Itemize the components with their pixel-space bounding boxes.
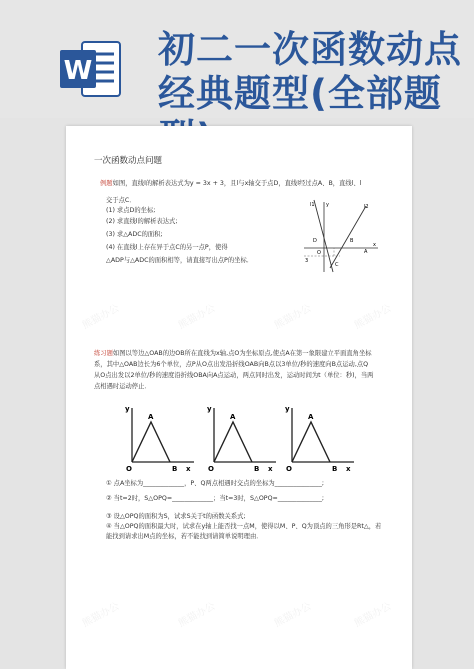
graph2-b-label: B bbox=[254, 465, 260, 473]
fig1-y-label: y bbox=[326, 202, 329, 208]
question-4: ④ 当△OPQ的面积最大时，试求在y轴上能否找一点M，使得以M、P、Q为顶点的三角形是Rt△，若 bbox=[106, 523, 382, 530]
example-q3: (3) 求△ADC的面积; bbox=[106, 231, 163, 238]
fig1-l1-label: l1 bbox=[310, 202, 315, 208]
graph2-x-label: x bbox=[268, 465, 273, 473]
example-figure bbox=[300, 198, 380, 274]
watermark-1: 熊猫办公 bbox=[80, 303, 122, 332]
example-q2: (2) 求直线l的解析表达式; bbox=[106, 218, 178, 225]
banner bbox=[0, 0, 474, 118]
word-icon-letter: W bbox=[63, 56, 93, 86]
question-3: ③ 设△OPQ的面积为S，试求S关于t的函数关系式; bbox=[106, 513, 246, 520]
exercise-label: 练习题 bbox=[94, 350, 113, 357]
doc-heading: 一次函数动点问题 bbox=[94, 156, 163, 166]
watermark-4: 熊猫办公 bbox=[352, 303, 394, 332]
exercise-line1 bbox=[94, 350, 372, 359]
triangle-graph-3 bbox=[282, 402, 360, 474]
watermark-3: 熊猫办公 bbox=[272, 303, 314, 332]
watermark-7: 熊猫办公 bbox=[272, 601, 314, 630]
triangle-graph-1 bbox=[122, 402, 200, 474]
triangle-graph-2 bbox=[204, 402, 282, 474]
fig1-c-label: C bbox=[335, 262, 339, 268]
page-title-line2: 经典题型(全部题 bbox=[158, 72, 442, 115]
fig1-b-label: B bbox=[350, 238, 354, 244]
graph3-x-label: x bbox=[346, 465, 351, 473]
graph2-y-label: y bbox=[207, 405, 212, 413]
watermark-2: 熊猫办公 bbox=[176, 303, 218, 332]
fig1-d-label: D bbox=[313, 238, 317, 244]
exercise-line4: 点相遇时运动停止． bbox=[94, 383, 151, 390]
example-q4: (4) 在直线l上存在异于点C的另一点P，使得 bbox=[106, 244, 228, 251]
exercise-line3: 从O点出发以2单位/秒的速度沿折线OBA向A点运动，两点同时出发，运动时间为t（单位：秒)，当两 bbox=[94, 372, 374, 379]
fig1-a-label: A bbox=[364, 249, 368, 255]
graph1-b-label: B bbox=[172, 465, 178, 473]
watermark-5: 熊猫办公 bbox=[80, 601, 122, 630]
example-q1: (1) 求点D的坐标; bbox=[106, 207, 156, 214]
word-document-icon bbox=[60, 36, 122, 102]
page-title-line1: 初二一次函数动点 bbox=[158, 28, 462, 71]
fig1-three-label: 3 bbox=[305, 258, 309, 264]
graph1-x-label: x bbox=[186, 465, 191, 473]
graph3-b-label: B bbox=[332, 465, 338, 473]
graph3-a-label: A bbox=[308, 413, 314, 421]
graph3-o-label: O bbox=[286, 465, 292, 473]
exercise-text1: 如图以等边△OAB的边OB所在直线为x轴,点O为坐标原点,使点A在第一象限建立平面直角坐标 bbox=[112, 350, 372, 357]
example-text1: 如图，直线l的解析表达式为y = 3x + 3，且l与x轴交于点D，直线l经过点A、B，直线l、l bbox=[112, 180, 362, 187]
example-line1 bbox=[100, 180, 361, 189]
graph1-o-label: O bbox=[126, 465, 132, 473]
exercise-line2: 系，其中△OAB边长为6个单位，点P从O点出发沿折线OAB向B点以3单位/秒的速度向B点运动,点Q bbox=[94, 361, 369, 368]
fig1-o-label: O bbox=[317, 250, 321, 256]
question-2: ② 当t=2时，S△OPQ=_____________；当t=3时，S△OPQ=______________; bbox=[106, 495, 325, 502]
graph1-y-label: y bbox=[125, 405, 130, 413]
graph2-a-label: A bbox=[230, 413, 236, 421]
question-1: ① 点A坐标为_____________，P、Q两点相遇时交点的坐标为_______________; bbox=[106, 480, 325, 487]
graph2-o-label: O bbox=[208, 465, 214, 473]
fig1-x-label: x bbox=[373, 242, 376, 248]
watermark-6: 熊猫办公 bbox=[176, 601, 218, 630]
fig1-l2-label: l2 bbox=[364, 204, 369, 210]
graph1-a-label: A bbox=[148, 413, 154, 421]
graph3-y-label: y bbox=[285, 405, 290, 413]
example-line2: 交于点C． bbox=[106, 197, 136, 204]
example-label: 例题 bbox=[100, 180, 113, 187]
question-5: 能找到请求出M点的坐标，若不能找到请简单说明理由． bbox=[106, 533, 263, 540]
example-q5: △ADP与△ADC的面积相等，请直接写出点P的坐标． bbox=[106, 257, 254, 264]
watermark-8: 熊猫办公 bbox=[352, 601, 394, 630]
document-page bbox=[66, 126, 412, 669]
